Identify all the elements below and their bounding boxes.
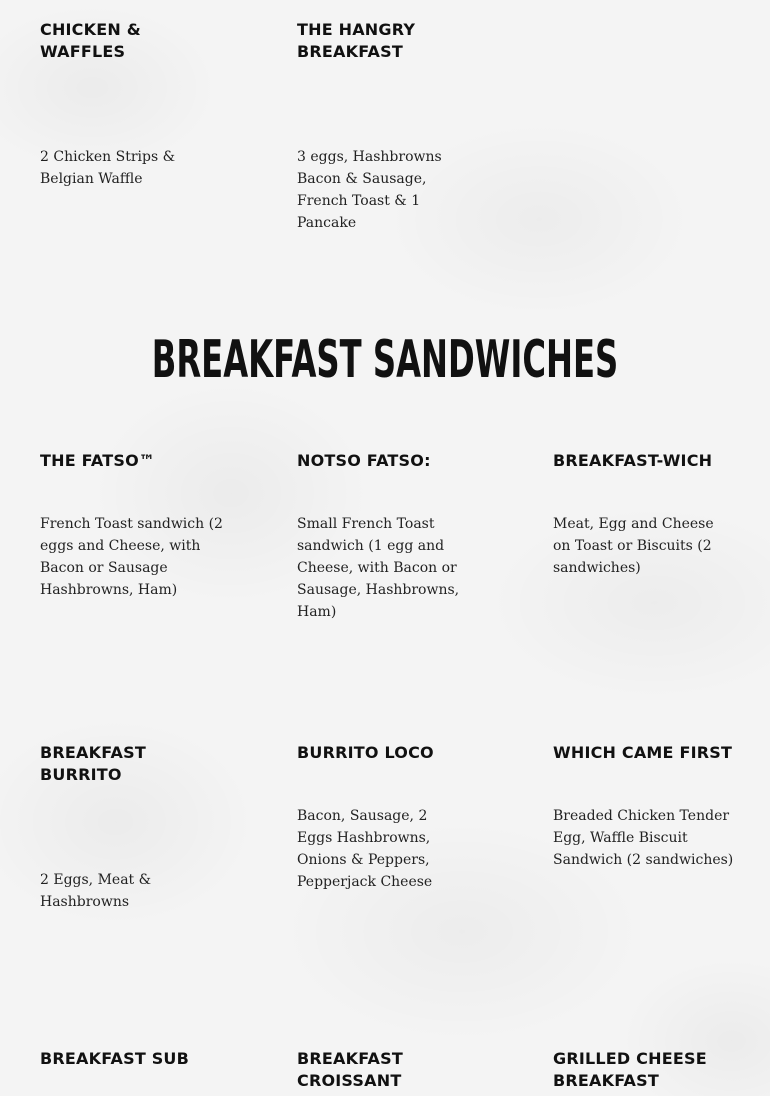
menu-item-breakfast-burrito [40, 742, 170, 910]
menu-item-chicken-waffles [40, 19, 180, 187]
menu-item-title: WHICH CAME FIRST [553, 743, 733, 762]
menu-item-description: Breaded Chicken Tender Egg, Waffle Biscuit Sandwich (2 sandwiches) [553, 808, 734, 868]
menu-item-description: 2 Chicken Strips & Belgian Waffle [40, 149, 176, 187]
menu-item-fatso [40, 450, 225, 598]
menu-item-title: BREAKFAST CROISSANT [297, 1049, 403, 1090]
section-heading: BREAKFAST SANDWICHES [151, 330, 619, 390]
menu-item-breakfast-wich [553, 450, 738, 576]
menu-item-grilled-cheese-breakfast [553, 1048, 723, 1092]
menu-item-title: BURRITO LOCO [297, 743, 434, 762]
menu-item-title: THE HANGRY BREAKFAST [297, 20, 416, 61]
menu-item-burrito-loco [297, 742, 482, 890]
menu-item-title: THE FATSO™ [40, 451, 156, 470]
menu-item-breakfast-croissant [297, 1048, 437, 1092]
menu-item-title: BREAKFAST BURRITO [40, 743, 146, 784]
menu-item-title: CHICKEN & WAFFLES [40, 20, 141, 61]
menu-item-description: Bacon, Sausage, 2 Eggs Hashbrowns, Onions & Peppers, Pepperjack Cheese [297, 808, 433, 890]
menu-item-description: 2 Eggs, Meat & Hashbrowns [40, 872, 152, 910]
menu-item-title: BREAKFAST SUB [40, 1049, 190, 1068]
menu-item-title: GRILLED CHEESE BREAKFAST [553, 1049, 707, 1090]
menu-item-description: Small French Toast sandwich (1 egg and Cheese, with Bacon or Sausage, Hashbrowns, Ham) [297, 516, 460, 620]
menu-item-description: French Toast sandwich (2 eggs and Cheese, with Bacon or Sausage Hashbrowns, Ham) [40, 516, 223, 598]
menu-item-which-came-first [553, 742, 753, 868]
menu-item-breakfast-sub [40, 1048, 225, 1070]
menu-item-description: Meat, Egg and Cheese on Toast or Biscuits (2 sandwiches) [553, 516, 714, 576]
menu-item-description: 3 eggs, Hashbrowns Bacon & Sausage, French Toast & 1 Pancake [297, 149, 442, 231]
menu-item-notso-fatso [297, 450, 482, 620]
menu-item-title: BREAKFAST-WICH [553, 451, 713, 470]
menu-item-title: NOTSO FATSO: [297, 451, 431, 470]
menu-item-hangry-breakfast [297, 19, 447, 231]
